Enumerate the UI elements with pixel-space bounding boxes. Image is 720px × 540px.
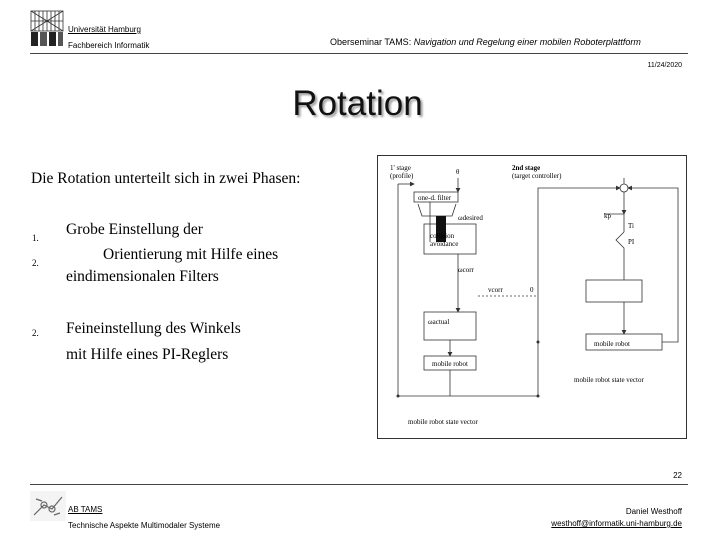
header-divider: [30, 53, 688, 54]
group-description: Technische Aspekte Multimodaler Systeme: [68, 521, 221, 530]
seminar-prefix: Oberseminar TAMS:: [330, 37, 414, 47]
stage1-line1: 1' stage: [390, 164, 411, 172]
mobile-robot-right-label: mobile robot: [594, 340, 630, 348]
list-item-text: Feineinstellung des Winkels: [66, 320, 241, 337]
seminar-title: [330, 37, 641, 47]
filter-label: one-d. filter: [418, 194, 452, 202]
control-diagram: [377, 155, 687, 439]
author-name: Daniel Westhoff: [625, 507, 682, 516]
tams-logo: [30, 491, 66, 521]
department-label: Fachbereich Informatik: [68, 41, 150, 50]
stage2-line2: (target controller): [512, 172, 562, 180]
university-logo: [30, 10, 64, 48]
slide-date: 11/24/2020: [647, 62, 682, 69]
slide-title: Rotation: [292, 84, 423, 123]
pi-label: PI: [628, 238, 635, 246]
stage1-line2: (profile): [390, 172, 414, 180]
list-item-text: Grobe Einstellung der: [66, 221, 203, 238]
mobile-robot-left-label: mobile robot: [432, 360, 468, 368]
omega-desired-symbol: ωdesired: [458, 214, 483, 222]
intro-text: Die Rotation unterteilt sich in zwei Phasen:: [31, 170, 301, 187]
list-number: 2.: [32, 328, 39, 338]
page-number: 22: [673, 471, 682, 480]
kp-symbol: kp: [604, 212, 611, 220]
collision-line1: collision: [430, 232, 455, 240]
omega-corr-symbol: ωcorr: [458, 266, 474, 274]
zero-symbol: 0: [530, 286, 534, 294]
omega-actual-symbol: ωactual: [428, 318, 450, 326]
seminar-topic: Navigation und Regelung einer mobilen Roboterplattform: [413, 37, 641, 47]
ti-symbol: Ti: [628, 222, 634, 230]
theta-symbol: θ: [456, 168, 460, 176]
state-vector-right-label: mobile robot state vector: [574, 376, 644, 384]
collision-line2: avoidance: [430, 240, 459, 248]
omega-box-left: [424, 312, 476, 340]
university-link[interactable]: Universität Hamburg: [68, 25, 141, 34]
list-item-text: eindimensionalen Filters: [66, 268, 219, 285]
list-number: 2.: [32, 258, 39, 268]
v-corr-symbol: vcorr: [488, 286, 503, 294]
footer-divider: [30, 484, 688, 485]
list-item-text: Orientierung mit Hilfe eines: [103, 246, 279, 263]
stage2-line1: 2nd stage: [512, 164, 541, 172]
mixer-box-right: [586, 280, 642, 302]
group-link[interactable]: AB TAMS: [68, 505, 103, 514]
list-number: 1.: [32, 233, 39, 243]
author-email-link[interactable]: westhoff@informatik.uni-hamburg.de: [551, 519, 682, 528]
state-vector-bottom-label: mobile robot state vector: [408, 418, 478, 426]
list-item-text: mit Hilfe eines PI-Reglers: [66, 346, 229, 363]
